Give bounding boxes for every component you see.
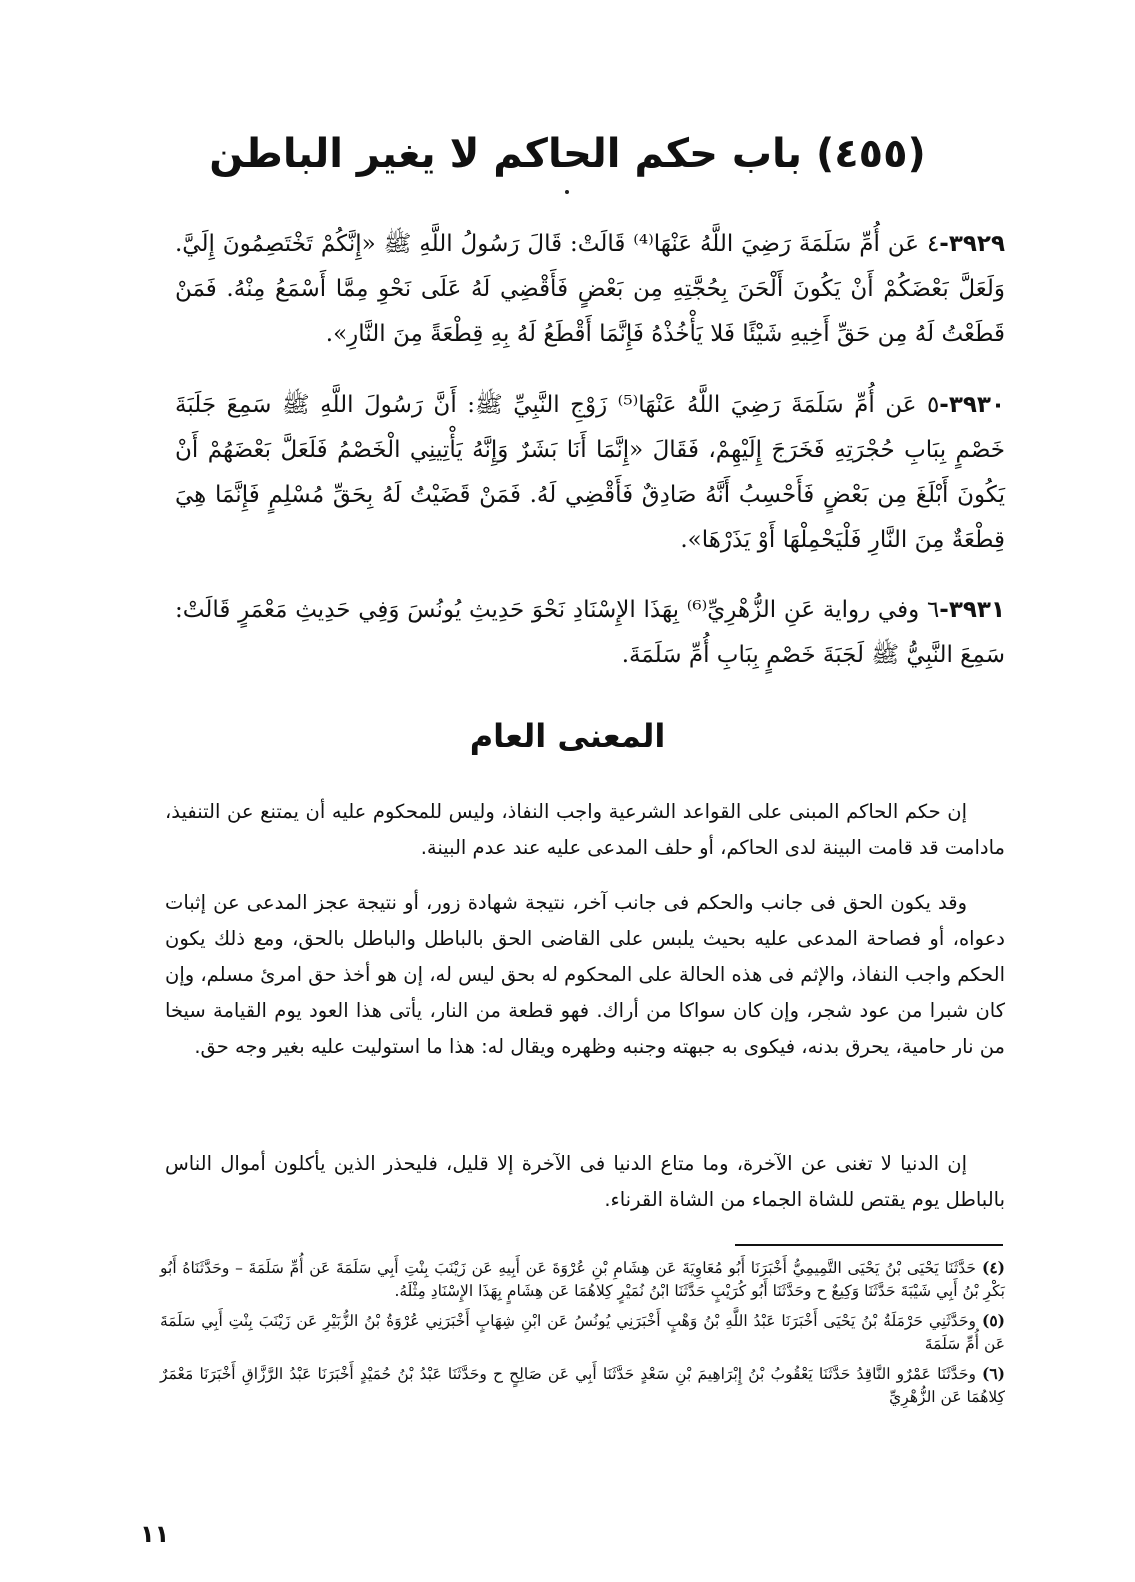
hadith-text: ٤ عَن أُمِّ سَلَمَةَ رَضِيَ اللَّهُ عَنْهَا⁽⁴⁾ قَالَتْ: قَالَ رَسُولُ اللَّهِ ﷺ «إِنَّكُمْ تَخْتَصِمُونَ إِلَيَّ. وَلَعَلَّ بَعْضَكُمْ أَنْ يَكُونَ أَلْحَنَ بِحُجَّتِهِ مِن بَعْضٍ فَأَقْضِي لَهُ عَلَى نَحْوِ مِمَّا أَسْمَعُ مِنْهُ. فَمَنْ قَطَعْتُ لَهُ مِن حَقِّ أَخِيهِ شَيْئًا فَلا يَأْخُذْهُ فَإِنَّمَا أَقْطَعُ لَهُ بِهِ قِطْعَةً مِنَ النَّارِ». [175, 231, 1005, 347]
footnote [160, 1362, 1005, 1409]
paragraph: إن الدنيا لا تغنى عن الآخرة، وما متاع الدنيا فى الآخرة إلا قليل، فليحذر الذين يأكلون أموال الناس بالباطل يوم يقتص للشاة الجماء من الشاة القرناء. [165, 1152, 1005, 1211]
chapter-title: (٤٥٥) باب حكم الحاكم لا يغير الباطن [209, 131, 926, 177]
hadith-number: ٣٩٣٠- [939, 392, 1005, 418]
paragraph: إن حكم الحاكم المبنى على القواعد الشرعية واجب النفاذ، وليس للمحكوم عليه أن يمتنع عن التنفيذ، مادامت قد قامت البينة لدى الحاكم، أو حلف المدعى عليه عند عدم البينة. [165, 800, 1005, 859]
hadith-text: ٥ عَن أُمِّ سَلَمَةَ رَضِيَ اللَّهُ عَنْهَا⁽⁵⁾ زَوْجِ النَّبِيِّ ﷺ: أَنَّ رَسُولَ اللَّهِ ﷺ سَمِعَ جَلَبَةَ خَصْمٍ بِبَابِ حُجْرَتِهِ فَخَرَجَ إِلَيْهِمْ، فَقَالَ «إِنَّمَا أَنَا بَشَرٌ وَإِنَّهُ يَأْتِينِي الْخَصْمُ فَلَعَلَّ بَعْضَهُمْ أَنْ يَكُونَ أَبْلَغَ مِن بَعْضٍ فَأَحْسِبُ أَنَّهُ صَادِقٌ فَأَقْضِي لَهُ. فَمَنْ قَضَيْتُ لَهُ بِحَقِّ مُسْلِمٍ فَإِنَّمَا هِيَ قِطْعَةٌ مِنَ النَّارِ فَلْيَحْمِلْهَا أَوْ يَذَرْهَا». [175, 392, 1005, 553]
footnote-text: وحَدَّثَنَا عَمْرٌو النَّاقِدُ حَدَّثَنَا يَعْقُوبُ بْنُ إِبْرَاهِيمَ بْنِ سَعْدٍ حَدَّثَنَا أَبِي عَن صَالِحٍ ح وحَدَّثَنَا عَبْدُ بْنُ حُمَيْدٍ أَخْبَرَنَا عَبْدُ الرَّزَّاقِ أَخْبَرَنَا مَعْمَرٌ كِلاهُمَا عَن الزُّهْرِيِّ [160, 1365, 1005, 1406]
footnote-mark: (٦) [981, 1364, 1005, 1383]
separator-dot [565, 190, 569, 194]
page-number: ١١ [140, 1520, 170, 1548]
section-heading: المعنى العام [469, 717, 666, 755]
footnote [160, 1309, 1005, 1356]
hadith-number: ٣٩٣١- [939, 597, 1005, 623]
hadith-3929 [175, 222, 1005, 357]
footnote [160, 1256, 1005, 1303]
footnote-text: وحَدَّثَنِي حَرْمَلَةُ بْنُ يَحْيَى أَخْبَرَنَا عَبْدُ اللَّهِ بْنُ وَهْبٍ أَخْبَرَنِي يُونُسُ عَن ابْنِ شِهَابٍ أَخْبَرَنِي عُرْوَةُ بْنُ الزُّبَيْرِ عَن زَيْنَبَ بِنْتِ أَبِي سَلَمَةَ عَن أُمِّ سَلَمَةَ [160, 1312, 1005, 1353]
paragraph: وقد يكون الحق فى جانب والحكم فى جانب آخر، نتيجة شهادة زور، أو نتيجة عجز المدعى عن إثبات دعواه، أو فصاحة المدعى عليه بحيث يلبس على القاضى الحق بالباطل والباطل بالحق، ومع ذلك يكون الحكم واجب النفاذ، والإثم فى هذه الحالة على المحكوم له بحق ليس له، إن هو أخذ حق امرئ مسلم، وإن كان شبرا من عود شجر، وإن كان سواكا من أراك. فهو قطعة من النار، يأتى هذا العود يوم القيامة سيخا من نار حامية، يحرق بدنه، فيكوى به جبهته وجنبه وظهره ويقال له: هذا ما استوليت عليه بغير وجه حق. [165, 891, 1005, 1058]
footnote-text: حَدَّثَنَا يَحْيَى بْنُ يَحْيَى التَّمِيمِيُّ أَخْبَرَنَا أَبُو مُعَاوِيَةَ عَن هِشَامِ بْنِ عُرْوَةَ عَن أَبِيهِ عَن زَيْنَبَ بِنْتِ أَبِي سَلَمَةَ عَن أُمِّ سَلَمَةَ – وحَدَّثَنَاهُ أَبُو بَكْرِ بْنُ أَبِي شَيْبَةَ حَدَّثَنَا وَكِيعٌ ح وحَدَّثَنَا أَبُو كُرَيْبٍ حَدَّثَنَا ابْنُ نُمَيْرٍ كِلاهُمَا عَن هِشَامٍ بِهَذَا الإِسْنَادِ مِثْلَهُ. [160, 1259, 1005, 1300]
hadith-3930 [175, 383, 1005, 563]
hadith-text: ٦ وفي رواية عَنِ الزُّهْرِيِّ⁽⁶⁾ بِهَذَا الإِسْنَادِ نَحْوَ حَدِيثِ يُونُسَ وَفِي حَدِيثِ مَعْمَرٍ قَالَتْ: سَمِعَ النَّبِيُّ ﷺ لَجَبَةَ خَصْمٍ بِبَابِ أُمِّ سَلَمَةَ. [175, 597, 1005, 668]
footnote-mark: (٥) [981, 1311, 1005, 1330]
footnote-rule [735, 1244, 1003, 1246]
footnote-mark: (٤) [981, 1258, 1005, 1277]
hadith-number: ٣٩٢٩- [939, 231, 1005, 257]
footnotes [160, 1256, 1005, 1415]
hadith-3931 [175, 588, 1005, 678]
